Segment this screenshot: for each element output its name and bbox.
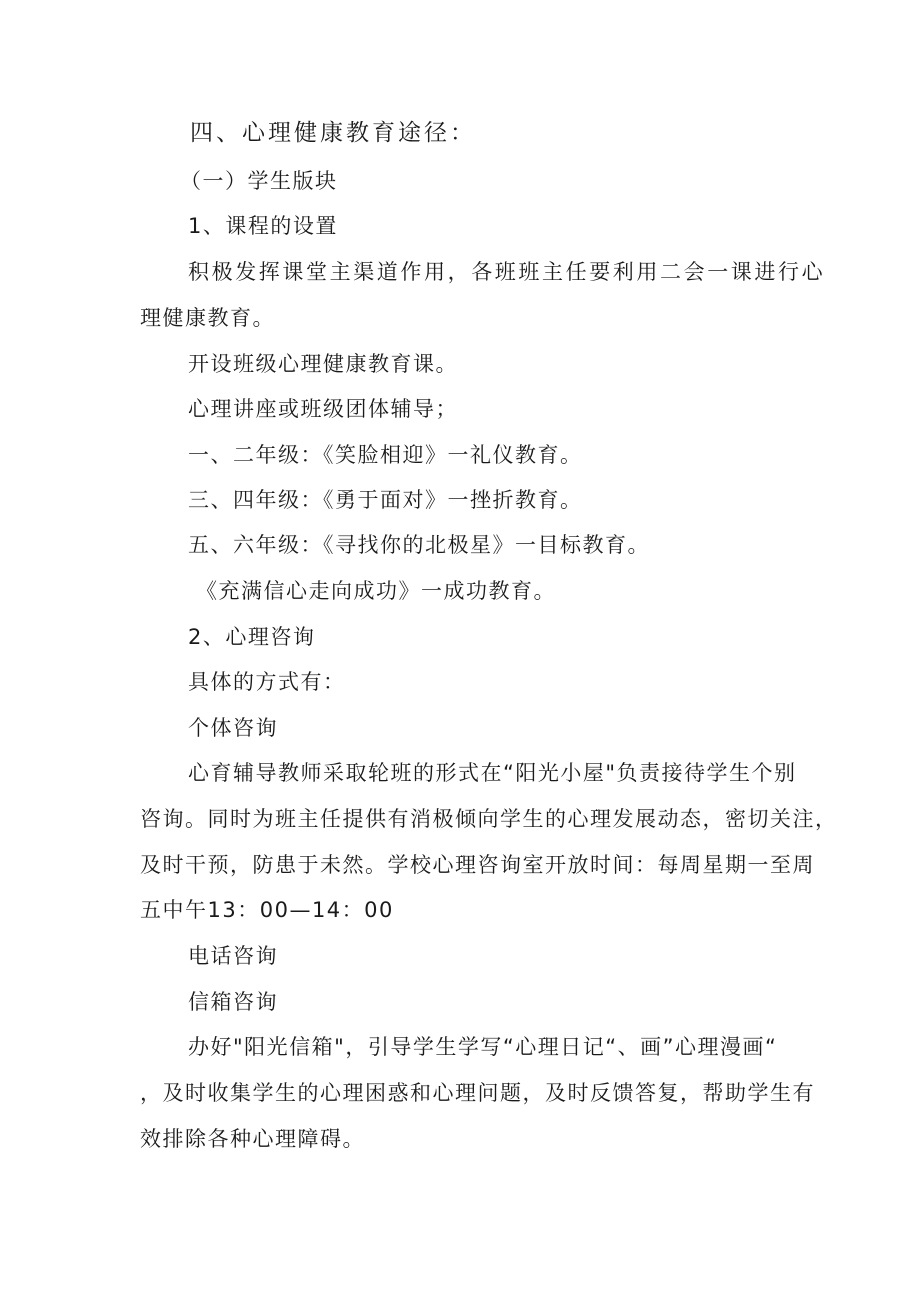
para1-line1: 积极发挥课堂主渠道作用，各班班主任要利用二会一课进行心 xyxy=(188,260,826,284)
method-mailbox: 信箱咨询 xyxy=(188,990,278,1014)
method-phone: 电话咨询 xyxy=(188,944,278,968)
line-open-course: 开设班级心理健康教育课。 xyxy=(188,352,458,376)
grade-5-6: 五、六年级：《寻找你的北极星》一目标教育。 xyxy=(188,533,650,557)
section-title: 四、心理健康教育途径： xyxy=(190,120,476,146)
para2-line4: 五中午13：00—14：00 xyxy=(140,898,394,922)
grade-1-2: 一、二年级：《笑脸相迎》一礼仪教育。 xyxy=(188,443,583,467)
item1-title: 1、课程的设置 xyxy=(188,214,338,238)
line-lecture: 心理讲座或班级团体辅导； xyxy=(188,397,458,421)
para2-line3: 及时干预，防患于未然。学校心理咨询室开放时间：每周星期一至周 xyxy=(140,853,815,877)
para3-line2: ，及时收集学生的心理困惑和心理问题，及时反馈答复，帮助学生有 xyxy=(140,1081,815,1105)
para1-line2: 理健康教育。 xyxy=(140,306,275,330)
methods-intro: 具体的方式有： xyxy=(188,670,346,694)
para2-line2: 咨询。同时为班主任提供有消极倾向学生的心理发展动态，密切关注， xyxy=(140,807,838,831)
para3-line3: 效排除各种心理障碍。 xyxy=(140,1127,365,1151)
subsection-title: （一）学生版块 xyxy=(180,169,338,193)
grade-extra: 《充满信心走向成功》一成功教育。 xyxy=(196,579,556,603)
para3-line1: 办好"阳光信箱"，引导学生学写“心理日记“、画”心理漫画“ xyxy=(188,1035,778,1059)
grade-3-4: 三、四年级：《勇于面对》一挫折教育。 xyxy=(188,488,583,512)
method-individual: 个体咨询 xyxy=(188,716,278,740)
item2-title: 2、心理咨询 xyxy=(188,625,316,649)
para2-line1: 心育辅导教师采取轮班的形式在“阳光小屋"负责接待学生个别 xyxy=(188,761,797,785)
